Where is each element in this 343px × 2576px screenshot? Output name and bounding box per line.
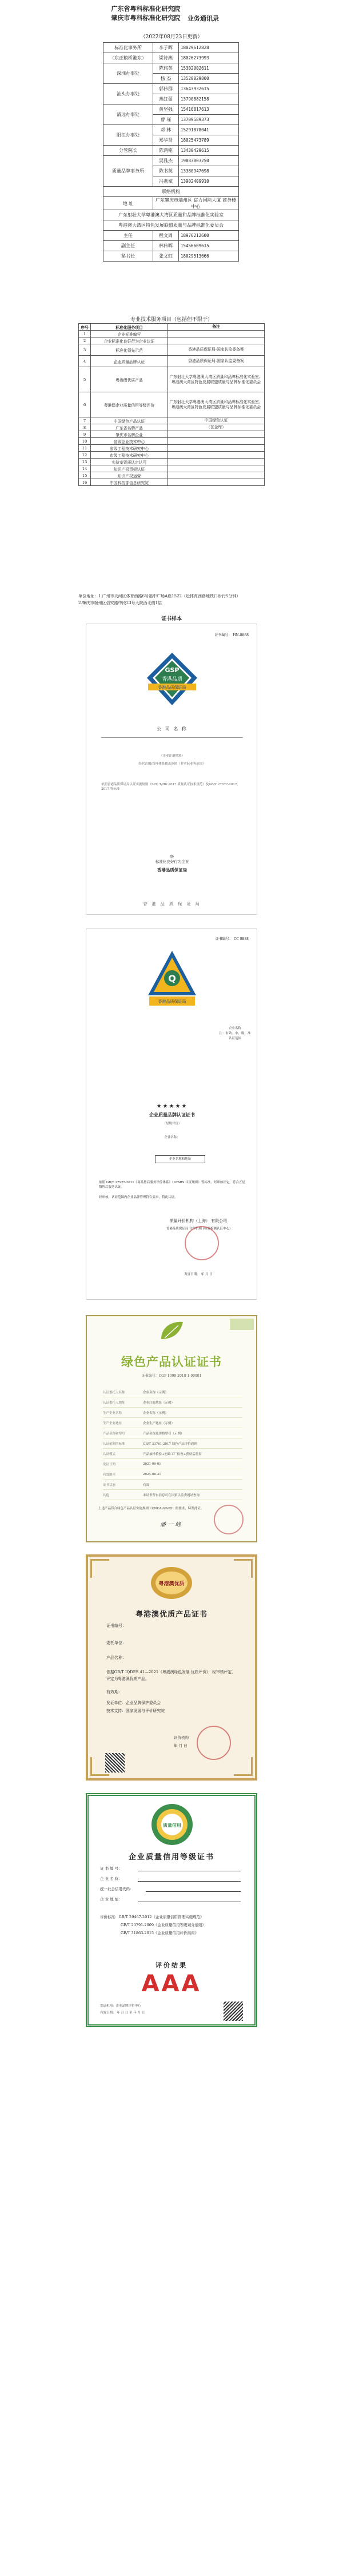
cert2-number: 证书编号： CC 8888: [215, 937, 249, 941]
service-row: [79, 465, 265, 472]
leader-name: 程文周: [153, 231, 179, 241]
service-remark: [168, 459, 265, 465]
certificate-gba-quality: [86, 1554, 257, 1781]
cert1-address: （企业注册地址）: [159, 754, 185, 758]
service-no: 6: [79, 392, 91, 417]
service-item: 市级工程技术研究中心: [91, 452, 168, 459]
cert3-seal-icon: [214, 1505, 244, 1534]
contact-phone: 18025473789: [179, 135, 239, 146]
service-item: 中国科技部信息研究院: [91, 479, 168, 486]
update-date: （2022年08月23日更新）: [140, 34, 203, 40]
cert2-company-box: 企业名称和地址: [155, 1155, 205, 1163]
service-remark: [168, 331, 265, 337]
cert5-cert-no: 证 书 编 号：: [100, 1866, 122, 1871]
service-no: 15: [79, 472, 91, 479]
services-header-row: [79, 324, 265, 331]
cert3-row: [103, 1428, 242, 1438]
quality-badge-icon: [147, 950, 197, 1009]
service-no: 5: [79, 367, 91, 392]
cert5-std1: 评价标准：GB/T 29467-2012《企业质量信用管理实施规范》: [100, 1915, 204, 1919]
service-row: [79, 452, 265, 459]
contact-office: 深圳办事处: [103, 63, 153, 84]
contact-name: 吴雅杰: [153, 156, 179, 166]
contact-name: 李子晖: [153, 43, 179, 53]
address-note-2: 2.肇庆市端州区信安路中段23号大院西北侧1层: [78, 601, 162, 605]
cert4-sign2: 年 月 日: [174, 1743, 188, 1748]
gba-emblem-icon: [149, 1565, 194, 1601]
green-leaf-icon: [87, 1316, 257, 1351]
contact-phone: 18026273993: [179, 53, 239, 63]
service-item: 企业质量品牌认证: [91, 356, 168, 367]
service-row: [79, 431, 265, 438]
cert3-row-value: 企业名称（示例）: [143, 1411, 169, 1415]
services-table: [78, 323, 265, 486]
leader-phone: 18029513666: [179, 251, 239, 262]
cert3-row-value: 2021-09-01: [143, 1462, 161, 1466]
contact-row: [103, 197, 239, 210]
cert5-company: 企 业 名 称：: [100, 1876, 122, 1881]
sample-title: 证书样本: [161, 616, 182, 622]
corner-ornament-icon: [234, 1757, 253, 1776]
services-title: 专业技术服务项目（包括但不限于）: [130, 317, 213, 323]
service-no: 7: [79, 417, 91, 424]
service-row: [79, 445, 265, 452]
cert3-row: [103, 1438, 242, 1449]
contact-row: [103, 210, 239, 220]
cert4-issuer1: 发证单位：企业品牌保护委员会: [106, 1701, 161, 1705]
cert3-row: [103, 1480, 242, 1490]
cert3-row-key: 认证委托人地址: [103, 1401, 125, 1405]
service-item: 企业标准化良好行为企业认证: [91, 337, 168, 344]
cert4-product: 产品名称：: [106, 1655, 126, 1660]
contact-row: [103, 146, 239, 156]
service-row: [79, 459, 265, 465]
cert5-underline: [138, 1881, 241, 1882]
contact-phone: 13643932615: [179, 84, 239, 94]
service-row: [79, 392, 265, 417]
leader-role: 副主任: [103, 241, 153, 251]
cert2-sub1: （星级评价）: [162, 1122, 182, 1126]
col-no-header: 序号: [79, 324, 91, 331]
qr-code-icon: [224, 2002, 243, 2021]
leader-row: [103, 251, 239, 262]
organization-line-a: 广东射壮大学粤港澳大湾区质量和品牌标准化实验室: [103, 210, 239, 220]
corner-ornament-icon: [90, 1559, 109, 1578]
service-no: 11: [79, 445, 91, 452]
service-row: [79, 331, 265, 337]
qr-code-icon: [105, 1753, 125, 1773]
cert3-row-key: 生产企业地址: [103, 1421, 122, 1425]
cert4-cert-no: 证书编号：: [106, 1623, 126, 1628]
contact-office: 分管院长: [103, 146, 153, 156]
contact-name: 陈书英: [153, 166, 179, 176]
service-item: 知识产权运营: [91, 472, 168, 479]
cert2-kv3: 认证范围: [228, 1037, 241, 1040]
cert3-row-value: 有效: [143, 1483, 150, 1487]
cert3-info-rows: [103, 1387, 242, 1500]
service-no: 4: [79, 356, 91, 367]
cert3-row-key: 生产企业名称: [103, 1411, 122, 1415]
contact-name: 陈鸿铭: [153, 146, 179, 156]
contact-office: 标准化事务所: [103, 43, 153, 53]
contact-name: 杨 杰: [153, 74, 179, 84]
contact-name: 郑华贤: [153, 135, 179, 146]
certificate-standardization: [86, 624, 257, 915]
contact-phone: 13902409910: [179, 176, 239, 187]
cert1-badge-mid: 香港品质: [161, 677, 183, 682]
cert1-level-b: 标准化良好行为企业: [155, 859, 189, 864]
service-item: 粤港澳优质产品: [91, 367, 168, 392]
cert4-body: 依据GB/T IQDES 41—2021《粤港澳绿色发展 优质评价》，经审核评定，评定为粤港澳优质产品。: [106, 1670, 236, 1681]
cert3-row-key: 发证日期: [103, 1462, 116, 1466]
contact-phone: 13430429615: [179, 146, 239, 156]
contacts-table: [103, 42, 239, 262]
address-value: 广东肇庆市端州区 富力国际大厦 商务楼中心: [153, 197, 239, 210]
cert3-row-key: 认证模式: [103, 1452, 116, 1456]
cert2-badge-band: 香港品质保证局: [158, 999, 186, 1004]
gsp-badge-icon: [146, 652, 198, 706]
service-row: [79, 438, 265, 445]
institute-titles: [109, 5, 183, 23]
cert3-signature: 潘 一 峰: [160, 1522, 181, 1528]
cert3-row-key: 其他: [103, 1493, 110, 1497]
cert3-row-value: 企业名称（示例）: [143, 1391, 169, 1395]
service-no: 13: [79, 459, 91, 465]
contact-row: [103, 156, 239, 166]
cert4-seal-icon: [197, 1726, 231, 1760]
service-row: [79, 337, 265, 344]
service-remark: 香港品质保证局-国家认监委备案: [168, 356, 265, 367]
cert3-row-key: 认证委托人名称: [103, 1391, 125, 1395]
cert2-org2: 香港品质保证局 合作机构 (检验检测认证中心): [166, 1227, 231, 1231]
contact-row: [103, 63, 239, 74]
cert2-para2: 经审核，认证范围内企业品牌管理符合要求，特此认证。: [99, 1196, 178, 1199]
cert1-brand: 香港品质保证局: [157, 867, 188, 873]
col-item-header: 标准化服务项目: [91, 324, 168, 331]
contact-row: [103, 125, 239, 135]
cert3-row-key: 产品名称和型号: [103, 1432, 125, 1436]
cert3-row-value: 本证书所有信息可在国家认监委网站查询: [143, 1493, 200, 1497]
contact-name: 冯燕斌: [153, 176, 179, 187]
cert3-row-key: 有效期至: [103, 1473, 116, 1477]
cert2-org1: 质量评价机构（上海） 有限公司: [169, 1219, 228, 1223]
cert2-title: 企业质量品牌认证证书: [149, 1112, 195, 1118]
contact-phone: 15291878041: [179, 125, 239, 135]
contact-office: 清远办事处: [103, 105, 153, 125]
cert1-badge-top: GSP: [165, 666, 180, 674]
service-remark: [168, 465, 265, 472]
service-no: 16: [79, 479, 91, 486]
cert3-row-value: 2024-08-31: [143, 1472, 161, 1476]
service-remark: 广东射壮大学粤港澳大湾区质量和品牌标准化实验室、粤港澳大湾区特色发展联盟质量与品牌标准化委员会: [168, 367, 265, 392]
service-item: 广东省名牌产品: [91, 424, 168, 431]
institute-title-2: 肇庆市粤科标准化研究院: [111, 14, 181, 22]
leader-phone: 18976212600: [179, 231, 239, 241]
cert3-row: [103, 1449, 242, 1459]
service-remark: 香港品质保证局-国家认监委备案: [168, 344, 265, 356]
service-row: [79, 417, 265, 424]
service-item: 实验室资质认定认可: [91, 459, 168, 465]
address-label: 地 址: [103, 197, 153, 210]
cert4-sign1: 评价机构: [174, 1735, 189, 1740]
document-header: [0, 0, 343, 42]
cert1-badge-band: 香港品质保证局: [158, 685, 186, 690]
cert3-row: [103, 1469, 242, 1480]
service-remark: [168, 479, 265, 486]
cert3-row: [103, 1408, 242, 1418]
service-item: 粤港澳企业质量信用等级评价: [91, 392, 168, 417]
contact-name: 陈伟英: [153, 63, 179, 74]
contact-name: 曹 瑾: [153, 115, 179, 125]
service-no: 9: [79, 431, 91, 438]
cert5-foot2: 有效日期： 年 月 日 至 年 月 日: [100, 2011, 145, 2015]
contact-office: 质量品牌事务所: [103, 156, 153, 187]
cert5-title: 企业质量信用等级证书: [128, 1853, 214, 1862]
service-item: 企业标准编写: [91, 331, 168, 337]
cert2-sub2: 企业名称：: [164, 1136, 180, 1139]
service-item: 标准化领先示范: [91, 344, 168, 356]
leader-row: [103, 231, 239, 241]
corner-ornament-icon: [234, 1559, 253, 1578]
service-remark: [168, 452, 265, 459]
liaison-label: 联络机构: [103, 187, 239, 197]
five-stars: ★★★★★: [156, 1103, 188, 1110]
service-remark: [168, 431, 265, 438]
cert3-row: [103, 1459, 242, 1469]
service-row: [79, 472, 265, 479]
cert1-mark: 香 港 品 质 保 证 局: [143, 902, 201, 906]
credit-emblem-icon: [150, 1803, 194, 1846]
leader-role: 主任: [103, 231, 153, 241]
service-row: [79, 367, 265, 392]
cert5-rating-label: 评价结果: [155, 1962, 188, 1969]
service-no: 2: [79, 337, 91, 344]
service-row: [79, 424, 265, 431]
cert1-level-a: 级: [170, 854, 174, 859]
cert3-row-key: 证书状态: [103, 1483, 116, 1487]
cert1-level: [86, 854, 258, 864]
certificate-green-product: [86, 1315, 257, 1542]
service-remark: （在企库）: [168, 424, 265, 431]
cert2-date: 发证日期： 年 月 日: [184, 1273, 213, 1276]
col-remark-header: 备注: [168, 324, 265, 331]
contact-name: 邓 林: [153, 125, 179, 135]
cert2-kv2: 注：有效、中、级、准: [219, 1032, 251, 1035]
cert4-emblem-text: 粤港澳优质: [158, 1581, 185, 1587]
cert3-row: [103, 1418, 242, 1428]
cert3-row-value: 企业注册地址（示例）: [143, 1401, 175, 1405]
service-item: 省级企业技术中心: [91, 438, 168, 445]
contact-name: 郭伟群: [153, 84, 179, 94]
cert3-row: [103, 1490, 242, 1500]
cert5-emblem-text: 质量信用: [163, 1823, 181, 1828]
contact-office: （东正粮桥港东）: [103, 53, 153, 63]
cert4-valid: 有效期：: [106, 1690, 122, 1694]
contact-office: 阳江办事处: [103, 125, 153, 146]
contact-name: 燕红蕾: [153, 94, 179, 105]
address-note-1: 单位地址：1.广州市天河区体育西路6号福中广场A座1522（近体育西路地铁口步行5分钟）: [78, 594, 241, 598]
service-no: 10: [79, 438, 91, 445]
cert3-row-value: GB/T 33761-2017 绿色产品评价通则: [143, 1442, 197, 1446]
cert5-std2: GB/T 23791-2009《企业质量信用等级划分通则》: [121, 1923, 206, 1927]
contact-phone: 18029612828: [179, 43, 239, 53]
contact-row: [103, 53, 239, 63]
cert5-addr: 企 业 地 址：: [100, 1897, 122, 1902]
cert3-footer: 上述产品符合绿色产品认证实施规则（CNCA-GP-05）的要求，特发此证。: [98, 1507, 204, 1510]
service-item: 肇庆市名牌企业: [91, 431, 168, 438]
cert3-title: 绿色产品认证证书: [121, 1355, 222, 1369]
cert2-seal-icon: [185, 1226, 219, 1260]
cert3-row-key: 认证依据的标准: [103, 1442, 125, 1446]
contact-phone: 13380947698: [179, 166, 239, 176]
contact-phone: 19883003250: [179, 156, 239, 166]
leader-name: 张文虹: [153, 251, 179, 262]
contact-phone: 13709589373: [179, 115, 239, 125]
cert4-company: 委托单位：: [106, 1641, 126, 1645]
service-no: 8: [79, 424, 91, 431]
leader-role: 秘书长: [103, 251, 153, 262]
contact-phone: 15416817613: [179, 105, 239, 115]
service-no: 1: [79, 331, 91, 337]
cert5-code: 统一社会信用代码：: [100, 1887, 134, 1891]
service-item: 省级工程技术研究中心: [91, 445, 168, 452]
contact-row: [103, 84, 239, 94]
certificate-credit-rating: [86, 1793, 257, 2027]
service-remark: [168, 337, 265, 344]
address-notes: [78, 593, 267, 606]
service-remark: 广东射壮大学粤港澳大湾区质量和品牌标准化实验室、粤港澳大湾区特色发展联盟质量与品牌标准化委员会: [168, 392, 265, 417]
cert5-std3: GB/T 31863-2015《企业质量信用评价指南》: [121, 1931, 198, 1935]
service-row: [79, 479, 265, 486]
contact-phone: 13520029800: [179, 74, 239, 84]
contact-office: 汕头办事处: [103, 84, 153, 105]
contact-row: [103, 220, 239, 231]
service-remark: [168, 445, 265, 452]
organization-line-b: 粤港澳大湾区特色发展联盟质量与品牌标准化委员会: [103, 220, 239, 231]
leader-phone: 15456609615: [179, 241, 239, 251]
service-no: 14: [79, 465, 91, 472]
cert1-company: 公 司 名 称: [157, 726, 188, 732]
cert3-row: [103, 1397, 242, 1408]
cert5-foot1: 发证机构：企业品牌评价中心: [100, 2004, 141, 2008]
cert1-scope: 经营范围/管理体系覆盖范围（非实际业务范围）: [138, 762, 206, 766]
cert5-underline: [146, 1891, 241, 1892]
service-item: 知识产权贯标认证: [91, 465, 168, 472]
service-row: [79, 344, 265, 356]
leader-name: 林伟晖: [153, 241, 179, 251]
service-no: 12: [79, 452, 91, 459]
contact-name: 梁诗燕: [153, 53, 179, 63]
service-no: 3: [79, 344, 91, 356]
cert4-issuer2: 技术支持：国家发展与评价研究院: [106, 1709, 165, 1713]
cert1-rule-1: [101, 737, 243, 738]
service-remark: [168, 472, 265, 479]
cert2-side-info: [218, 1026, 252, 1042]
service-item: 中国绿色产品认证: [91, 417, 168, 424]
institute-title-1: 广东省粤科标准化研究院: [111, 5, 181, 13]
cert3-row-value: 产品名称及规格型号（示例）: [143, 1432, 184, 1436]
cert1-standard: 依照香港品质保证局认证实施规则（SPC T/HK 2017 质量认证技术规范）及GB/T 27677-2017, 2017 等标准: [101, 783, 238, 791]
contact-row: [103, 105, 239, 115]
cert4-title: 粤港澳优质产品证书: [135, 1610, 208, 1619]
cert3-regno: 证书编号：CGP 1099-2018-1-00001: [141, 1374, 202, 1378]
contact-phone: 13790882158: [179, 94, 239, 105]
directory-title: 业务通讯录: [188, 15, 219, 22]
contact-row: [103, 187, 239, 197]
contact-name: 黄坚强: [153, 105, 179, 115]
cert3-row: [103, 1387, 242, 1397]
cert5-rating: AAA: [141, 1971, 202, 1997]
service-remark: [168, 438, 265, 445]
cert1-number: 证书编号： HN-8888: [214, 633, 249, 637]
contact-phone: 15302002611: [179, 63, 239, 74]
cert2-kv1: 企业名称: [228, 1027, 241, 1030]
cert3-row-value: 企业生产地址（示例）: [143, 1421, 175, 1425]
certificate-quality-brand: [86, 929, 257, 1300]
leader-row: [103, 241, 239, 251]
service-row: [79, 356, 265, 367]
cert2-badge-q: Q: [168, 973, 176, 984]
contact-row: [103, 43, 239, 53]
service-remark: 中国绿色认证: [168, 417, 265, 424]
cert2-para1: 依照 GB/T 27925-2011《商品售后服务评价体系》（STARS 认证规则）等标准，经审核评定，符合五星级售后服务认证。: [99, 1181, 245, 1189]
cert3-row-value: 产品抽样检验+初始工厂检查+获证后监督: [143, 1452, 202, 1456]
